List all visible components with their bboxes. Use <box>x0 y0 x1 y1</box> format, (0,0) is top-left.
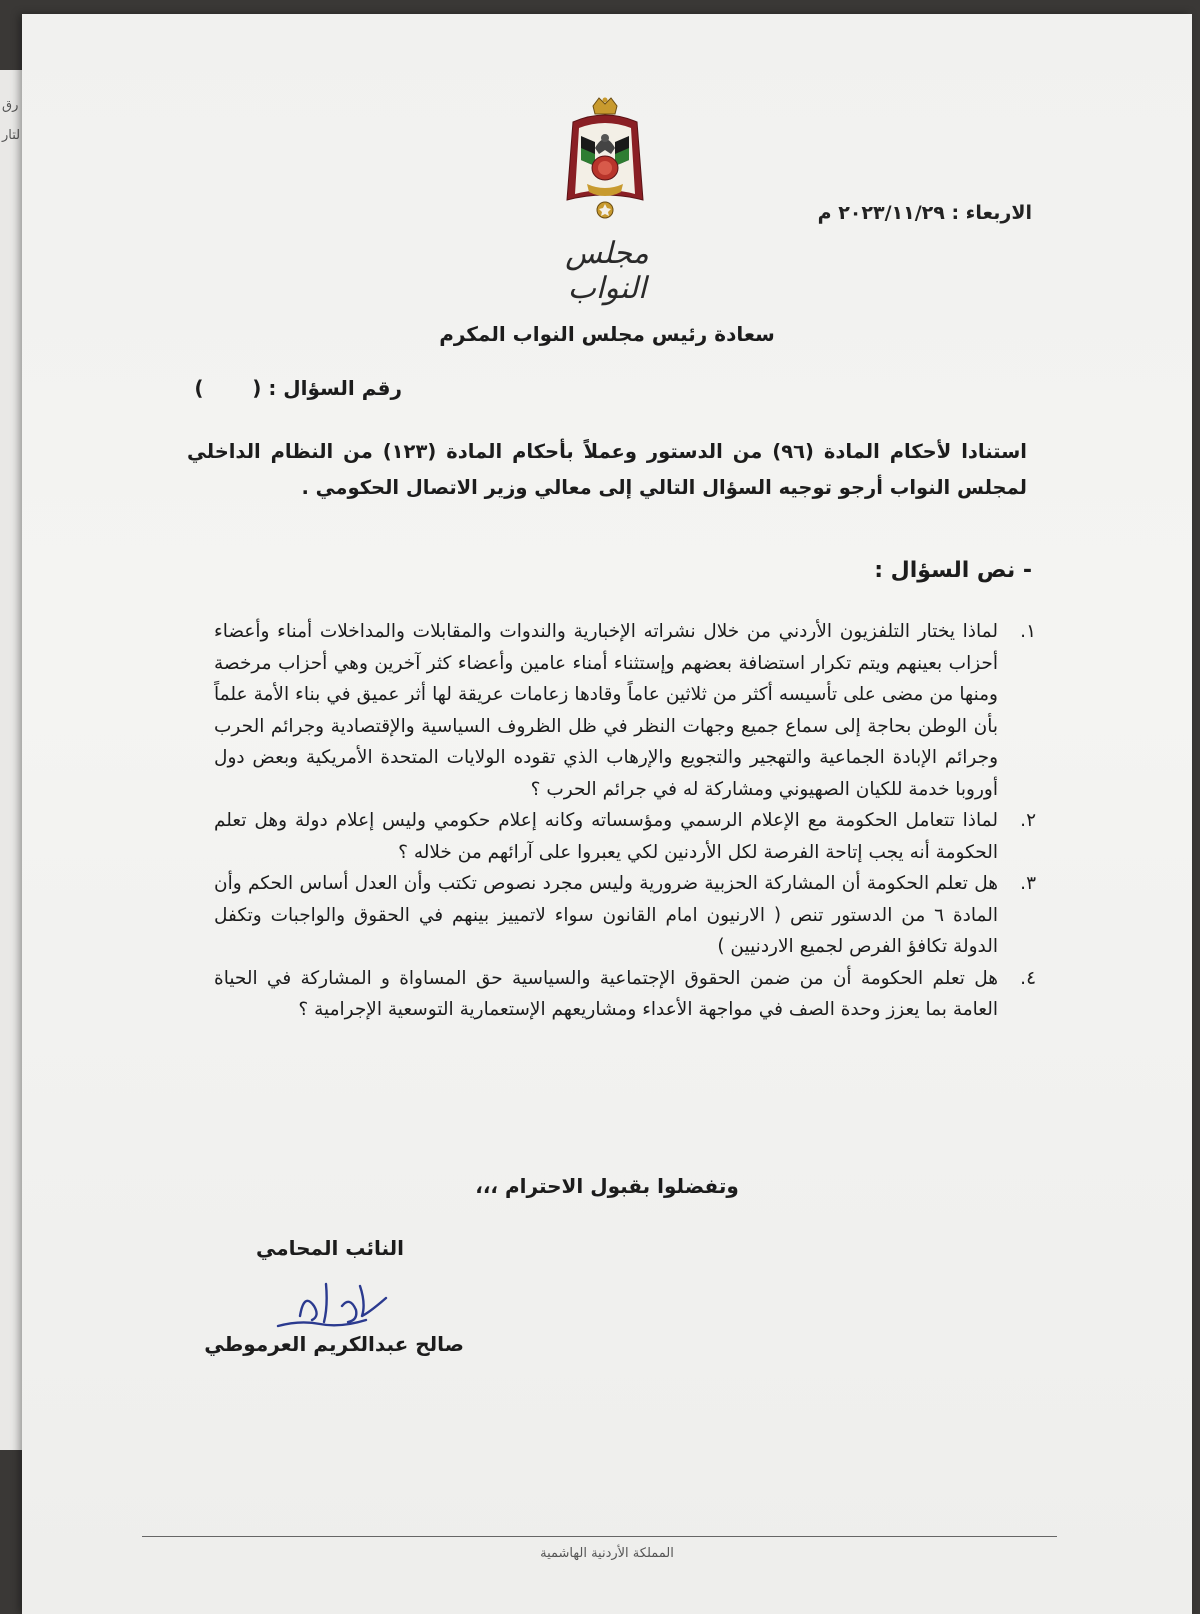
question-text: لماذا يختار التلفزيون الأردني من خلال نشراته الإخبارية والندوات والمقابلات والمداخلات أمناء وأعضاء أحزاب بعينهم ويتم تكرار استضافة بعضهم وإستثناء أمناء عامين وأعضاء كثر آخرين وهي أحزاب مرخصة ومنها من مضى على تأسيسه أكثر من ثلاثين عاماً وقادها زعامات عريقة لها أثر عميق في بناء الأمة علماً بأن الوطن بحاجة إلى سماع جميع وجهات النظر في ظل الظروف السياسية والإقتصادية وجرائم الحرب وجرائم الإبادة الجماعية والتهجير والتجويع والإرهاب الذي تقوده الولايات المتحدة الأمريكية وبعض دول أوروبا خدمة للكيان الصهيوني ومشاركة له في جرائم الحرب ؟ <box>214 621 998 800</box>
signatory-title: النائب المحامي <box>256 1236 404 1260</box>
question-number-label: رقم السؤال : ( ) <box>194 376 402 400</box>
question-item <box>214 616 1036 805</box>
addressee: سعادة رئيس مجلس النواب المكرم <box>439 322 775 346</box>
footer-divider <box>142 1536 1057 1537</box>
background-sheet-text: لتار <box>2 128 21 143</box>
intro-paragraph: استنادا لأحكام المادة (٩٦) من الدستور وعملاً بأحكام المادة (١٢٣) من النظام الداخلي لمجلس النواب أرجو توجيه السؤال التالي إلى معالي وزير الاتصال الحكومي . <box>187 440 1027 499</box>
question-number: ١. <box>1020 621 1036 642</box>
question-text: هل تعلم الحكومة أن من ضمن الحقوق الإجتماعية والسياسية حق المساواة و المشاركة في الحياة العامة بما يعزز وحدة الصف في مواجهة الأعداء ومشاريعهم الإستعمارية التوسعية الإجرامية ؟ <box>214 967 998 1020</box>
background-sheet-text: رق <box>2 98 19 113</box>
closing-line: وتفضلوا بقبول الاحترام ،،، <box>475 1174 739 1198</box>
question-item <box>214 868 1036 963</box>
question-text: لماذا تتعامل الحكومة مع الإعلام الرسمي ومؤسساته وكانه إعلام حكومي وليس إعلام دولة وهل تعلم الحكومة أنه يجب إتاحة الفرصة لكل الأردنين لكي يعبروا على آرائهم من خلاله ؟ <box>214 810 998 863</box>
question-item <box>214 963 1036 1026</box>
questions-heading: - نص السؤال : <box>874 558 1032 583</box>
council-logo: مجلس النواب <box>565 236 649 306</box>
handwritten-signature <box>270 1276 400 1338</box>
question-number: ٣. <box>1020 873 1036 894</box>
letter-date: الاربعاء : ٢٠٢٣/١١/٢٩ م <box>817 202 1032 224</box>
coat-of-arms-emblem <box>559 96 651 228</box>
letter-page <box>22 14 1192 1614</box>
question-number: ٢. <box>1020 810 1036 831</box>
question-item <box>214 805 1036 868</box>
footer-text: المملكة الأردنية الهاشمية <box>540 1546 674 1561</box>
signatory-name: صالح عبدالكريم العرموطي <box>204 1332 464 1356</box>
questions-list <box>214 616 1036 1026</box>
question-number: ٤. <box>1020 967 1036 989</box>
question-text: هل تعلم الحكومة أن المشاركة الحزبية ضرورية وليس مجرد نصوص تكتب وأن العدل أساس الحكم وأن المادة ٦ من الدستور تنص ( الارنيون امام القانون سواء لاتمييز بينهم في الحقوق والواجبات وتكفل الدولة تكافؤ الفرص لجميع الاردنيين ) <box>214 873 998 957</box>
